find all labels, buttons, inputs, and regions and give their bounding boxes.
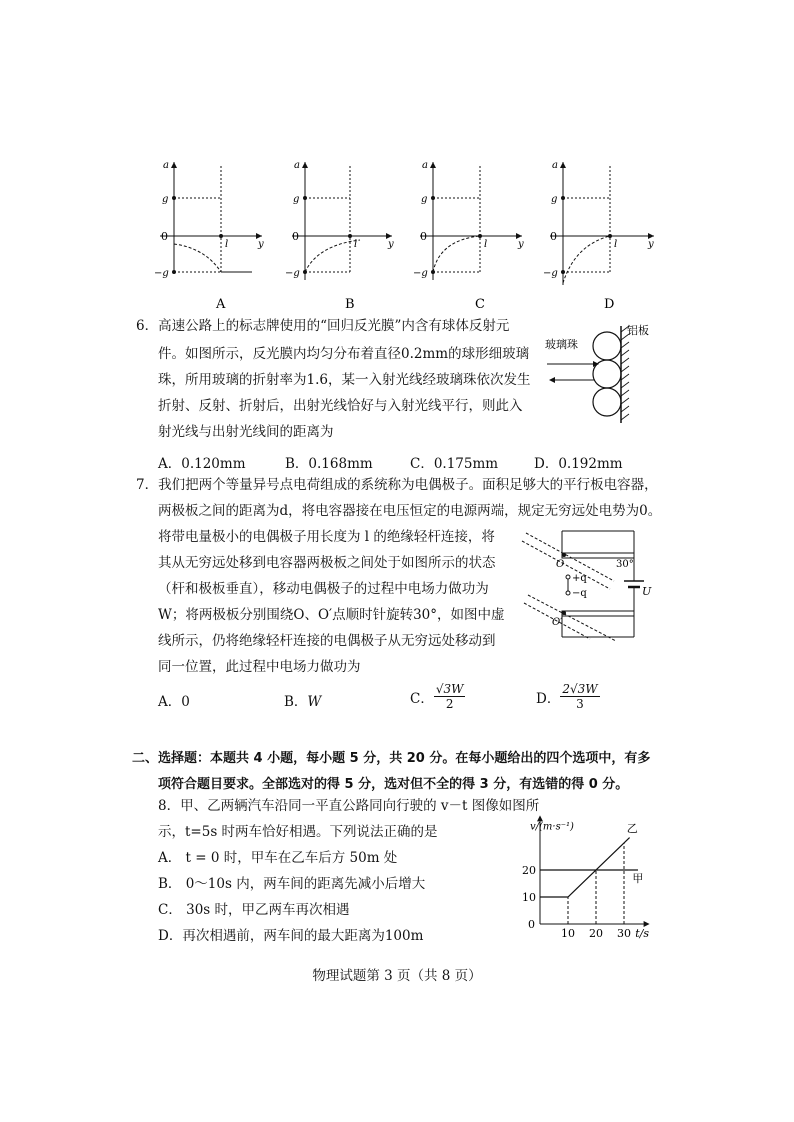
q7-option-b: [284, 690, 321, 710]
q6-label-beads: 玻璃珠: [545, 338, 578, 351]
vt-series-line-yi: [540, 838, 630, 897]
graph-d-axis-x: y: [648, 239, 654, 250]
graph-d: [543, 160, 654, 312]
graph-d-axis-y: a: [552, 160, 558, 171]
answer-graphs: [0, 150, 794, 315]
vt-y-tick-20: 20: [522, 864, 536, 877]
graph-d-tick-neg-g: −g: [543, 268, 558, 279]
graph-a: [154, 160, 264, 312]
q7-option-a-value: 0: [181, 694, 190, 710]
vt-x-tick-30: 30: [617, 927, 631, 940]
q6-option-b: B．0.168mm: [285, 456, 373, 472]
q7-label-plus-q: +q: [572, 573, 587, 584]
q7-label-o-top: O: [556, 559, 565, 570]
q7-option-c-denominator: 2: [445, 697, 454, 711]
q7-label-minus-q: −q: [572, 588, 587, 599]
q7-option-d-numerator: 2√3W: [562, 682, 598, 696]
q7-line-5: （杆和极板垂直），移动电偶极子的过程中电场力做功为: [158, 581, 489, 597]
graph-c-tick-l: l: [484, 239, 488, 250]
q6-option-d: D．0.192mm: [534, 456, 623, 472]
graph-c: [413, 160, 524, 312]
q7-label-angle: 30°: [616, 559, 634, 570]
graph-b-tick-0: 0: [292, 230, 299, 243]
q7-line-7: 线所示，仍将绝缘轻杆连接的电偶极子从无穷远处移动到: [158, 633, 496, 649]
section2-heading-line-1: 二、选择题：本题共 4 小题，每小题 5 分，共 20 分。在每小题给出的四个选项中，有多: [132, 751, 651, 766]
graph-c-axis-y: a: [422, 160, 428, 171]
q7-option-c-numerator: √3W: [435, 682, 464, 696]
vt-y-arrow: [537, 815, 543, 821]
graph-d-tick-g: g: [551, 194, 558, 205]
page-footer: 物理试题第 3 页（共 8 页）: [312, 968, 482, 984]
vt-x-label: t/s: [635, 927, 649, 940]
q6-line-2: 件。如图所示，反光膜内均匀分布着直径0.2mm的球形细玻璃: [158, 346, 530, 362]
q7-option-d: [536, 682, 600, 711]
vt-origin-label: 0: [528, 918, 535, 931]
graph-b: [285, 160, 394, 312]
q6-option-c: C．0.175mm: [410, 456, 499, 472]
graph-a-tick-l: l: [225, 239, 229, 250]
q7-option-c-label: C．: [410, 690, 434, 707]
q7-option-c: [410, 682, 465, 711]
vt-series-label-yi: 乙: [626, 822, 638, 836]
graph-c-axis-x: y: [518, 239, 524, 250]
q6-line-1: 6．高速公路上的标志牌使用的“回归反光膜”内含有球体反射元: [136, 318, 510, 334]
q7-option-a: [158, 690, 190, 710]
q7-line-3: 将带电量极小的电偶极子用长度为 l 的绝缘轻杆连接，将: [158, 529, 495, 545]
q8-option-c: C． 30s 时，甲乙两车再次相遇: [158, 902, 350, 918]
graph-c-tick-g: g: [421, 194, 428, 205]
graph-b-tick-neg-g: −g: [285, 268, 300, 279]
q7-line-8: 同一位置，此过程中电场力做功为: [158, 659, 361, 675]
q7-line-4: 其从无穷远处移到电容器两极板之间处于如图所示的状态: [158, 555, 496, 571]
graph-a-label: A: [216, 297, 226, 312]
q8-line-1: 8．甲、乙两辆汽车沿同一平直公路同向行驶的 v－t 图像如图所: [158, 798, 540, 814]
graph-a-axis-y: a: [163, 160, 169, 171]
q7-option-d-denominator: 3: [576, 697, 584, 711]
q7-capacitor-figure: [518, 525, 658, 643]
graph-a-axis-x: y: [258, 239, 264, 250]
q6-line-3: 珠，所用玻璃的折射率为1.6，某一入射光线经玻璃珠依次发生: [158, 372, 531, 388]
graph-c-label: C: [475, 297, 485, 312]
q7-option-d-label: D．: [536, 690, 561, 707]
vt-x-tick-20: 20: [589, 927, 603, 940]
vt-x-tick-10: 10: [561, 927, 575, 940]
graph-c-tick-neg-g: −g: [413, 268, 428, 279]
q8-line-2: 示，t=5s 时两车恰好相遇。下列说法正确的是: [158, 824, 438, 840]
vt-y-label: v/(m·s⁻¹): [530, 821, 574, 833]
graph-a-tick-g: g: [162, 194, 169, 205]
q6-label-plate: 铝板: [627, 324, 649, 337]
q7-line-2: 两极板之间的距离为d，将电容器接在电压恒定的电源两端，规定无穷远处电势为0。: [158, 503, 662, 519]
graph-d-tick-l: l: [614, 239, 618, 250]
q8-option-d: D．再次相遇前，两车间的最大距离为100m: [158, 928, 424, 944]
q8-option-a: A． t = 0 时，甲车在乙车后方 50m 处: [158, 850, 398, 866]
graph-a-tick-0: 0: [161, 230, 168, 243]
graph-c-tick-0: 0: [420, 230, 427, 243]
q7-option-b-value: W: [307, 694, 322, 710]
q7-line-1: 7．我们把两个等量异号点电荷组成的系统称为电偶极子。面积足够大的平行板电容器，: [136, 477, 658, 493]
q7-option-b-label: B．: [284, 694, 308, 710]
graph-b-label: B: [345, 297, 355, 312]
graph-b-tick-l: l: [354, 239, 358, 250]
graph-b-tick-g: g: [293, 194, 300, 205]
graph-b-axis-x: y: [388, 239, 394, 250]
q7-line-6: W；将两极板分别围绕O、O′点顺时针旋转30°，如图中虚: [158, 607, 505, 623]
graph-a-tick-neg-g: −g: [154, 268, 169, 279]
q6-option-a: A．0.120mm: [158, 456, 246, 472]
q6-bead-figure: [545, 318, 665, 428]
q6-line-5: 射光线与出射光线间的距离为: [158, 424, 334, 440]
vt-series-label-jia: 甲: [632, 872, 644, 885]
graph-d-tick-0: 0: [550, 230, 557, 243]
section2-heading-line-2: 项符合题目要求。全部选对的得 5 分，选对但不全的得 3 分，有选错的得 0 分。: [158, 777, 629, 792]
q7-label-o-bottom: O′: [552, 617, 563, 628]
q8-vt-chart: [510, 812, 670, 942]
q6-line-4: 折射、反射、折射后，出射光线恰好与入射光线平行，则此入: [158, 398, 523, 414]
vt-y-tick-10: 10: [522, 891, 536, 904]
graph-b-axis-y: a: [294, 160, 300, 171]
q8-option-b: B． 0～10s 内，两车间的距离先减小后增大: [158, 876, 426, 892]
graph-d-label: D: [604, 297, 615, 312]
q7-label-u: U: [642, 585, 652, 598]
q7-option-a-label: A．: [158, 694, 182, 710]
